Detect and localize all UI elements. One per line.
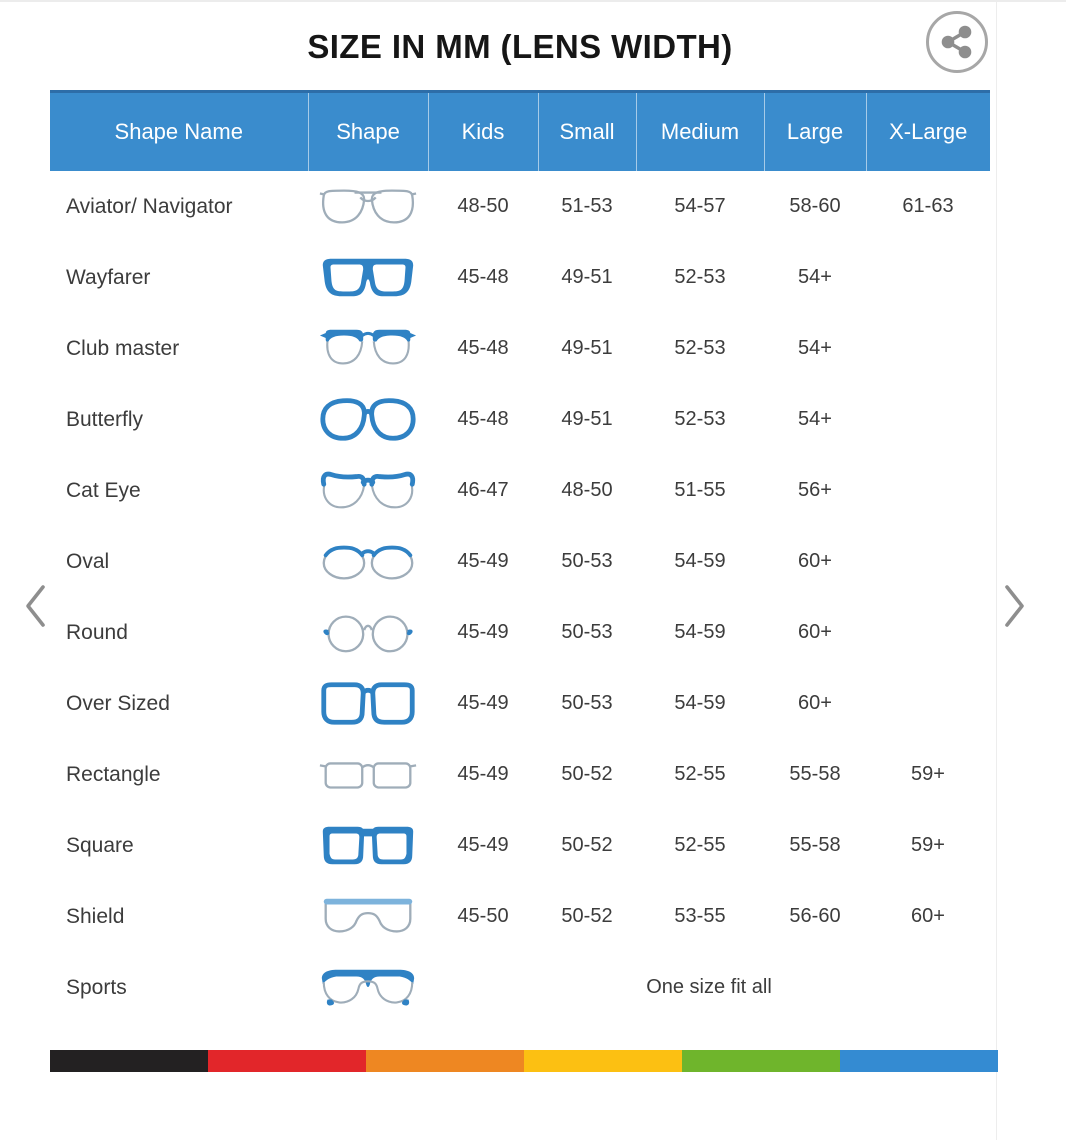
rectangle-glasses-icon [318, 750, 418, 800]
column-header-x-large: X-Large [866, 92, 990, 172]
table-row [50, 384, 990, 455]
shield-glasses-icon [318, 892, 418, 942]
medium-size-cell: 54-59 [674, 550, 726, 572]
xlarge-size-cell [866, 597, 990, 668]
shape-name-cell: Square [66, 833, 134, 857]
one-size-cell: One size fit all [646, 976, 772, 998]
kids-size-cell: 45-50 [457, 905, 509, 927]
large-size-cell: 55-58 [789, 834, 841, 856]
shape-icon-cell [308, 242, 428, 313]
chevron-right-icon [1002, 583, 1028, 629]
shape-icon-cell [308, 313, 428, 384]
column-header-large: Large [764, 92, 866, 172]
shape-name-cell: Cat Eye [66, 478, 141, 502]
kids-size-cell: 45-48 [457, 266, 509, 288]
kids-size-cell: 45-48 [457, 408, 509, 430]
large-size-cell: 54+ [798, 337, 832, 359]
kids-size-cell: 45-49 [457, 834, 509, 856]
xlarge-size-cell: 59+ [911, 834, 945, 856]
small-size-cell: 49-51 [561, 408, 613, 430]
carousel-prev-button[interactable] [22, 583, 48, 632]
shape-icon-cell [308, 526, 428, 597]
kids-size-cell: 45-49 [457, 550, 509, 572]
clubmaster-glasses-icon [318, 324, 418, 374]
large-size-cell: 55-58 [789, 763, 841, 785]
stripe-segment [366, 1050, 524, 1072]
column-header-kids: Kids [428, 92, 538, 172]
medium-size-cell: 52-53 [674, 266, 726, 288]
table-row [50, 739, 990, 810]
share-icon [940, 25, 974, 59]
wayfarer-glasses-icon [318, 253, 418, 303]
xlarge-size-cell [866, 668, 990, 739]
column-header-shape: Shape [308, 92, 428, 172]
kids-size-cell: 45-49 [457, 692, 509, 714]
small-size-cell: 51-53 [561, 195, 613, 217]
medium-size-cell: 52-53 [674, 337, 726, 359]
medium-size-cell: 53-55 [674, 905, 726, 927]
table-row [50, 810, 990, 881]
large-size-cell: 56-60 [789, 905, 841, 927]
table-row [50, 455, 990, 526]
xlarge-size-cell [866, 242, 990, 313]
stripe-segment [840, 1050, 998, 1072]
shape-name-cell: Aviator/ Navigator [66, 194, 233, 218]
small-size-cell: 49-51 [561, 266, 613, 288]
content-area [0, 2, 997, 1140]
small-size-cell: 48-50 [561, 479, 613, 501]
kids-size-cell: 45-48 [457, 337, 509, 359]
xlarge-size-cell [866, 313, 990, 384]
shape-icon-cell [308, 597, 428, 668]
cateye-glasses-icon [318, 466, 418, 516]
shape-name-cell: Shield [66, 904, 125, 928]
large-size-cell: 58-60 [789, 195, 841, 217]
xlarge-size-cell [866, 384, 990, 455]
aviator-glasses-icon [318, 182, 418, 232]
table-row [50, 313, 990, 384]
shape-icon-cell [308, 668, 428, 739]
xlarge-size-cell [866, 526, 990, 597]
page-title: SIZE IN MM (LENS WIDTH) [307, 28, 733, 65]
medium-size-cell: 54-59 [674, 621, 726, 643]
small-size-cell: 50-53 [561, 692, 613, 714]
stripe-segment [208, 1050, 366, 1072]
sports-glasses-icon [318, 963, 418, 1013]
kids-size-cell: 46-47 [457, 479, 509, 501]
oval-glasses-icon [318, 537, 418, 587]
small-size-cell: 50-52 [561, 763, 613, 785]
medium-size-cell: 51-55 [674, 479, 726, 501]
xlarge-size-cell: 60+ [911, 905, 945, 927]
oversized-glasses-icon [318, 679, 418, 729]
xlarge-size-cell [866, 455, 990, 526]
kids-size-cell: 45-49 [457, 621, 509, 643]
table-row [50, 171, 990, 242]
shape-icon-cell [308, 881, 428, 952]
kids-size-cell: 48-50 [457, 195, 509, 217]
column-header-medium: Medium [636, 92, 764, 172]
share-button[interactable] [926, 11, 988, 73]
large-size-cell: 56+ [798, 479, 832, 501]
shape-name-cell: Club master [66, 336, 180, 360]
table-row [50, 526, 990, 597]
stripe-segment [682, 1050, 840, 1072]
shape-name-cell: Over Sized [66, 691, 170, 715]
medium-size-cell: 52-53 [674, 408, 726, 430]
shape-name-cell: Sports [66, 975, 127, 999]
xlarge-size-cell: 59+ [911, 763, 945, 785]
square-glasses-icon [318, 821, 418, 871]
table-row [50, 952, 990, 1023]
large-size-cell: 54+ [798, 408, 832, 430]
kids-size-cell: 45-49 [457, 763, 509, 785]
small-size-cell: 50-53 [561, 621, 613, 643]
round-glasses-icon [318, 608, 418, 658]
shape-icon-cell [308, 384, 428, 455]
column-header-small: Small [538, 92, 636, 172]
carousel-next-button[interactable] [1002, 583, 1028, 632]
table-header [50, 92, 990, 172]
table-row [50, 242, 990, 313]
shape-icon-cell [308, 455, 428, 526]
large-size-cell: 54+ [798, 266, 832, 288]
shape-icon-cell [308, 952, 428, 1023]
large-size-cell: 60+ [798, 621, 832, 643]
butterfly-glasses-icon [318, 395, 418, 445]
small-size-cell: 50-53 [561, 550, 613, 572]
shape-icon-cell [308, 171, 428, 242]
shape-name-cell: Wayfarer [66, 265, 151, 289]
shape-icon-cell [308, 739, 428, 810]
medium-size-cell: 54-59 [674, 692, 726, 714]
table-row [50, 597, 990, 668]
shape-icon-cell [308, 810, 428, 881]
column-header-shape-name: Shape Name [50, 92, 308, 172]
title-row [50, 28, 990, 66]
shape-name-cell: Butterfly [66, 407, 144, 431]
shape-name-cell: Round [66, 620, 128, 644]
medium-size-cell: 54-57 [674, 195, 726, 217]
stripe-segment [50, 1050, 208, 1072]
size-table [50, 90, 990, 1023]
stripe-segment [524, 1050, 682, 1072]
table-row [50, 881, 990, 952]
small-size-cell: 50-52 [561, 905, 613, 927]
shape-name-cell: Oval [66, 549, 110, 573]
medium-size-cell: 52-55 [674, 834, 726, 856]
small-size-cell: 50-52 [561, 834, 613, 856]
small-size-cell: 49-51 [561, 337, 613, 359]
medium-size-cell: 52-55 [674, 763, 726, 785]
table-row [50, 668, 990, 739]
large-size-cell: 60+ [798, 550, 832, 572]
shape-name-cell: Rectangle [66, 762, 161, 786]
xlarge-size-cell: 61-63 [902, 195, 954, 217]
large-size-cell: 60+ [798, 692, 832, 714]
color-stripe [50, 1050, 998, 1072]
chevron-left-icon [22, 583, 48, 629]
